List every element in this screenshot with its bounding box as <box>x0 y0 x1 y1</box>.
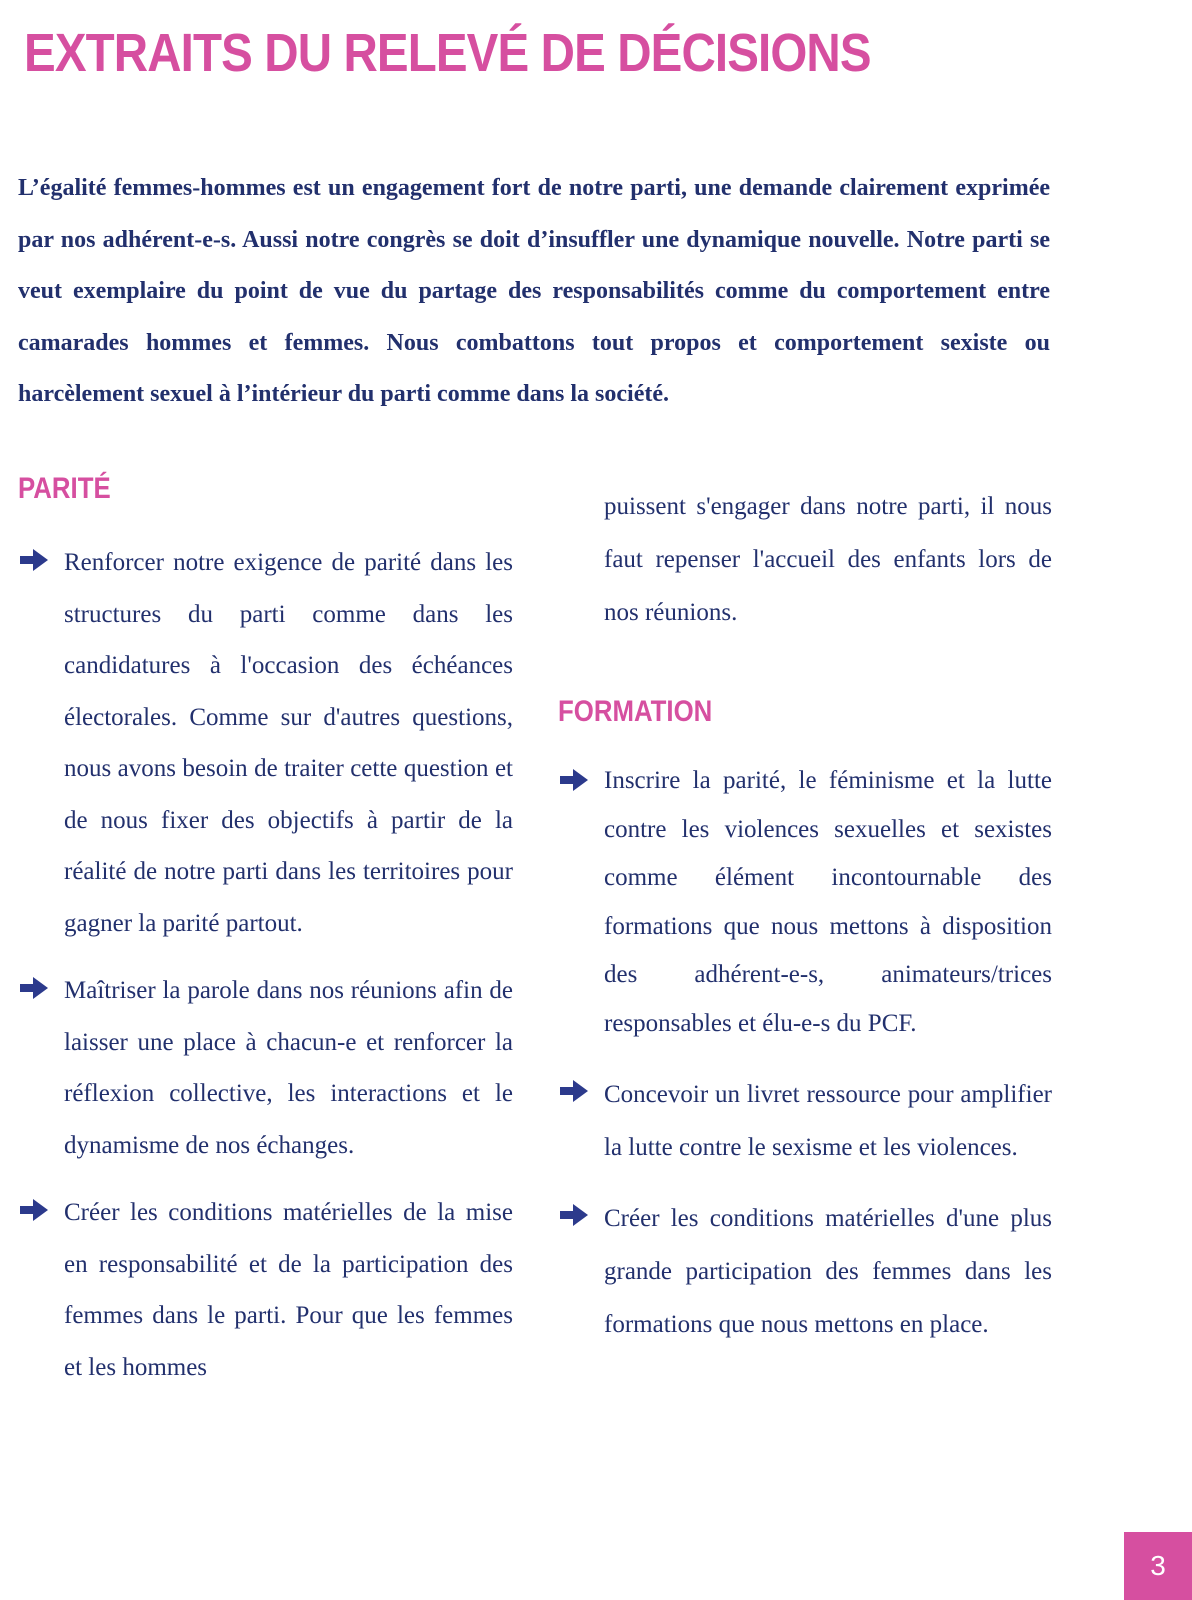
bullet-text: Créer les conditions matérielles de la mise en responsabilité et de la participation des femmes dans le parti. Pour que les femmes et les hommes <box>64 1199 513 1381</box>
left-column <box>18 472 513 1393</box>
right-column <box>558 480 1052 1351</box>
arrow-right-icon <box>558 767 590 793</box>
arrow-right-icon <box>558 1202 590 1228</box>
bullet-continuation <box>558 480 1052 639</box>
intro-paragraph: L’égalité femmes-hommes est un engagement fort de notre parti, une demande clairement exprimée par nos adhérent-e-s. Aussi notre congrès se doit d’insuffler une dynamique nouvelle. Notre parti se veut exemplaire du point de vue du partage des responsabilités comme du comportement entre camarades hommes et femmes. Nous combattons tout propos et comportement sexiste ou harcèlement sexuel à l’intérieur du parti comme dans la société. <box>18 175 1050 407</box>
bullet-item <box>558 1068 1052 1174</box>
section-heading-formation: FORMATION <box>558 695 713 728</box>
arrow-right-icon <box>558 1078 590 1104</box>
continuation-text: puissent s'engager dans notre parti, il nous faut repenser l'accueil des enfants lors de nos réunions. <box>604 493 1052 626</box>
page-title: EXTRAITS DU RELEVÉ DE DÉCISIONS <box>24 23 871 83</box>
arrow-right-icon <box>18 975 50 1001</box>
bullet-text: Concevoir un livret ressource pour amplifier la lutte contre le sexisme et les violences. <box>604 1081 1052 1161</box>
section-heading-parite: PARITÉ <box>18 472 111 505</box>
bullet-item <box>18 1187 513 1393</box>
bullet-item <box>558 1192 1052 1351</box>
bullet-item <box>558 757 1052 1048</box>
bullet-text: Maîtriser la parole dans nos réunions afin de laisser une place à chacun-e et renforcer la réflexion collective, les interactions et le dynamisme de nos échanges. <box>64 977 513 1159</box>
bullet-item <box>18 965 513 1171</box>
bullet-text: Créer les conditions matérielles d'une plus grande participation des femmes dans les formations que nous mettons en place. <box>604 1205 1052 1338</box>
arrow-right-icon <box>18 1197 50 1223</box>
page-number-badge: 3 <box>1124 1532 1192 1600</box>
arrow-right-icon <box>18 547 50 573</box>
bullet-text: Inscrire la parité, le féminisme et la lutte contre les violences sexuelles et sexistes comme élément incontournable des formations que nous mettons à disposition des adhérent-e-s, animateurs/trices responsables et élu-e-s du PCF. <box>604 767 1052 1037</box>
bullet-item <box>18 537 513 949</box>
bullet-text: Renforcer notre exigence de parité dans les structures du parti comme dans les candidatures à l'occasion des échéances électorales. Comme sur d'autres questions, nous avons besoin de traiter cette question et de nous fixer des objectifs à partir de la réalité de notre parti dans les territoires pour gagner la parité partout. <box>64 549 513 937</box>
